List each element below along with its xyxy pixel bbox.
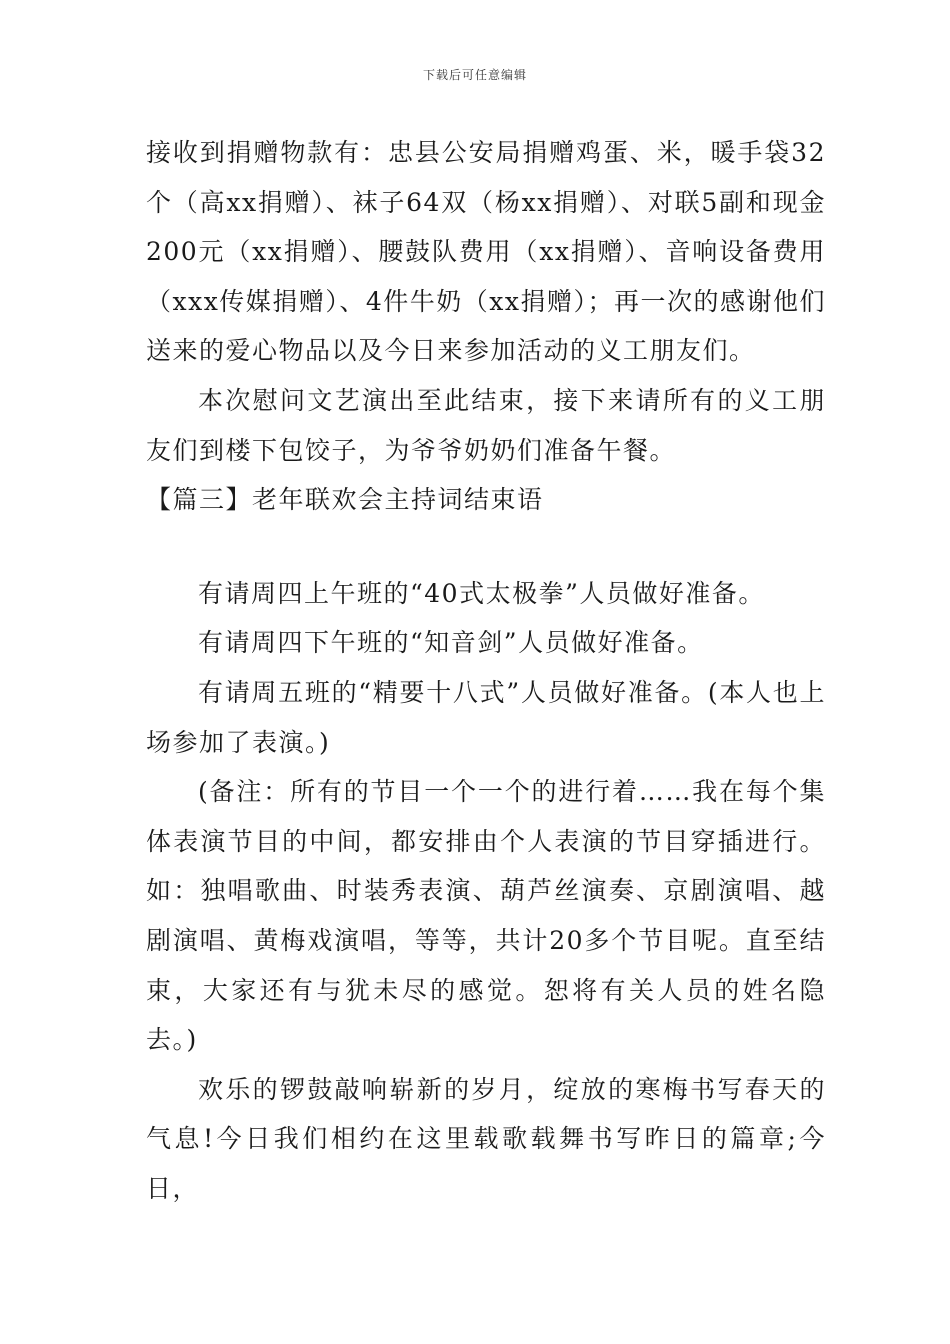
page-header: 下载后可任意编辑 <box>422 68 527 82</box>
paragraph-closing: 本次慰问文艺演出至此结束，接下来请所有的义工朋友们到楼下包饺子，为爷爷奶奶们准备午餐。 <box>146 385 826 465</box>
paragraph-opening: 欢乐的锣鼓敲响崭新的岁月，绽放的寒梅书写春天的气息!今日我们相约在这里载歌载舞书写昨日的篇章;今日， <box>146 1074 826 1203</box>
section-heading: 【篇三】老年联欢会主持词结束语 <box>146 485 544 515</box>
paragraph-taiji: 有请周四上午班的“40式太极拳”人员做好准备。 <box>198 578 765 608</box>
paragraph-note: (备注：所有的节目一个一个的进行着……我在每个集体表演节目的中间，都安排由个人表演的节目穿插进行。如：独唱歌曲、时装秀表演、葫芦丝演奏、京剧演唱、越剧演唱、黄梅戏演唱，等等，共计20多个节目呢。直至结束，大家还有与犹未尽的感觉。恕将有关人员的姓名隐去。) <box>146 777 826 1055</box>
blank-line <box>146 525 826 569</box>
paragraph-donations: 接收到捐赠物款有：忠县公安局捐赠鸡蛋、米，暖手袋32个（高xx捐赠）、袜子64双（杨xx捐赠）、对联5副和现金200元（xx捐赠）、腰鼓队费用（xx捐赠）、音响设备费用（xxx传媒捐赠）、4件牛奶（xx捐赠）；再一次的感谢他们送来的爱心物品以及今日来参加活动的义工朋友们。 <box>146 138 826 366</box>
document-body <box>146 128 826 1213</box>
paragraph-jingyao: 有请周五班的“精要十八式”人员做好准备。(本人也上场参加了表演。) <box>146 677 826 757</box>
paragraph-zhiyinjian: 有请周四下午班的“知音剑”人员做好准备。 <box>198 628 704 658</box>
